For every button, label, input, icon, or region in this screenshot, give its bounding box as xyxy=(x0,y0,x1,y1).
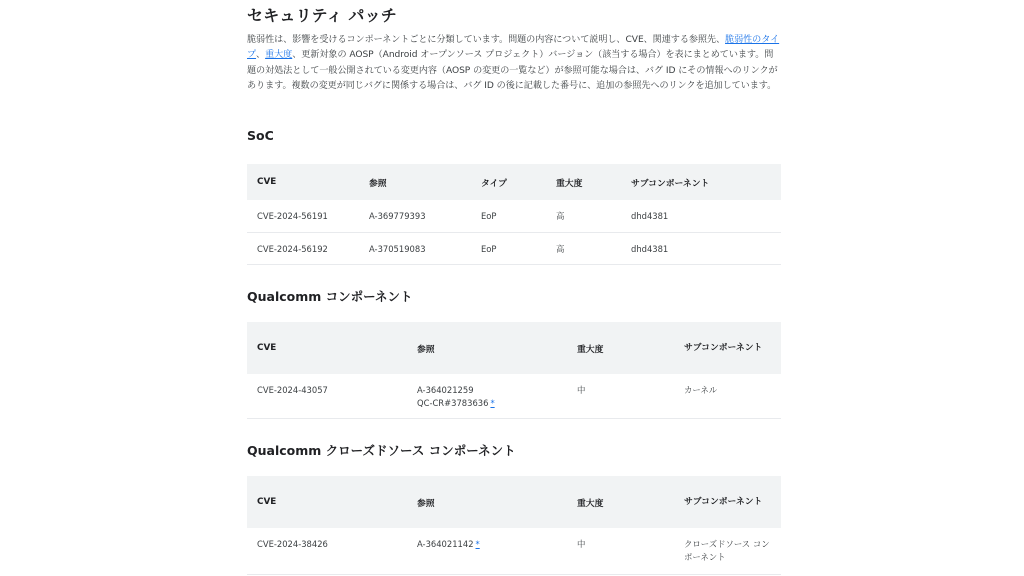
reference-android: A-364021259 xyxy=(417,385,474,395)
section-title-qualcomm-closed: Qualcomm クローズドソース コンポーネント xyxy=(247,443,516,458)
header-subcomponent: サブコンポーネント xyxy=(621,164,781,200)
severity: 高 xyxy=(556,211,565,221)
cve-id: CVE-2024-43057 xyxy=(257,385,328,395)
section-title-qualcomm: Qualcomm コンポーネント xyxy=(247,289,413,304)
header-ref: 参照 xyxy=(407,322,567,374)
header-cve: CVE xyxy=(247,164,359,200)
reference: A-369779393 xyxy=(369,211,426,221)
reference-qc: QC-CR#3783636 xyxy=(417,397,489,408)
table-header-row xyxy=(247,322,781,374)
reference-android: A-364021142 xyxy=(417,539,474,549)
type: EoP xyxy=(481,243,497,254)
header-ref: 参照 xyxy=(359,164,471,200)
header-subcomponent: サブコンポーネント xyxy=(674,476,781,528)
severity: 高 xyxy=(556,243,565,254)
severity-link[interactable]: 重大度 xyxy=(265,50,293,61)
reference: A-370519083 xyxy=(369,243,426,254)
table-header-row xyxy=(247,476,781,528)
intro-sep: 、 xyxy=(256,50,266,61)
soc-table xyxy=(247,164,781,265)
cve-id: CVE-2024-38426 xyxy=(257,539,328,549)
header-severity: 重大度 xyxy=(567,322,674,374)
reference-asterisk-link[interactable]: * xyxy=(490,397,495,408)
cve-id: CVE-2024-56192 xyxy=(257,243,328,254)
header-cve: CVE xyxy=(247,476,407,528)
table-row xyxy=(247,374,781,418)
subcomponent: dhd4381 xyxy=(631,211,669,221)
table-row xyxy=(247,200,781,232)
subcomponent: クローズドソース コンポーネント xyxy=(684,539,770,562)
qualcomm-closed-table xyxy=(247,476,781,575)
header-ref: 参照 xyxy=(407,476,567,528)
intro-paragraph xyxy=(247,33,781,95)
table-row xyxy=(247,232,781,264)
intro-text-1: 脆弱性は、影響を受けるコンポーネントごとに分類しています。問題の内容について説明し、CVE、関連する参照先、 xyxy=(247,35,726,45)
page-title: セキュリティ パッチ xyxy=(247,6,397,25)
cve-id: CVE-2024-56191 xyxy=(257,211,328,221)
type: EoP xyxy=(481,211,497,221)
subcomponent: カーネル xyxy=(684,385,718,395)
header-type: タイプ xyxy=(471,164,546,200)
reference xyxy=(417,528,567,551)
reference xyxy=(417,374,567,409)
reference-qualcomm xyxy=(417,397,567,410)
header-severity: 重大度 xyxy=(567,476,674,528)
header-subcomponent: サブコンポーネント xyxy=(674,322,781,374)
subcomponent: dhd4381 xyxy=(631,243,669,254)
qualcomm-table xyxy=(247,322,781,419)
header-cve: CVE xyxy=(247,322,407,374)
table-row xyxy=(247,528,781,574)
intro-text-2: 、更新対象の AOSP（Android オープンソース プロジェクト）バージョン（該当する場合）を表にまとめています。問題の対処法として一般公開されている変更内容（AOSP の変更の一覧など）が参照可能な場合は、バグ ID にその情報へのリンクがあります。複数の変更が同じバグに関係する場合は、バグ ID の後に記載した番号に、追加の参照先へのリンクを追加しています。 xyxy=(247,50,778,92)
severity: 中 xyxy=(577,385,586,395)
vulnerability-type-link[interactable]: 脆弱性のタイプ xyxy=(247,35,780,61)
section-title-soc: SoC xyxy=(247,128,274,143)
reference-asterisk-link[interactable]: * xyxy=(475,539,480,549)
table-header-row xyxy=(247,164,781,200)
severity: 中 xyxy=(577,539,586,549)
header-severity: 重大度 xyxy=(546,164,621,200)
